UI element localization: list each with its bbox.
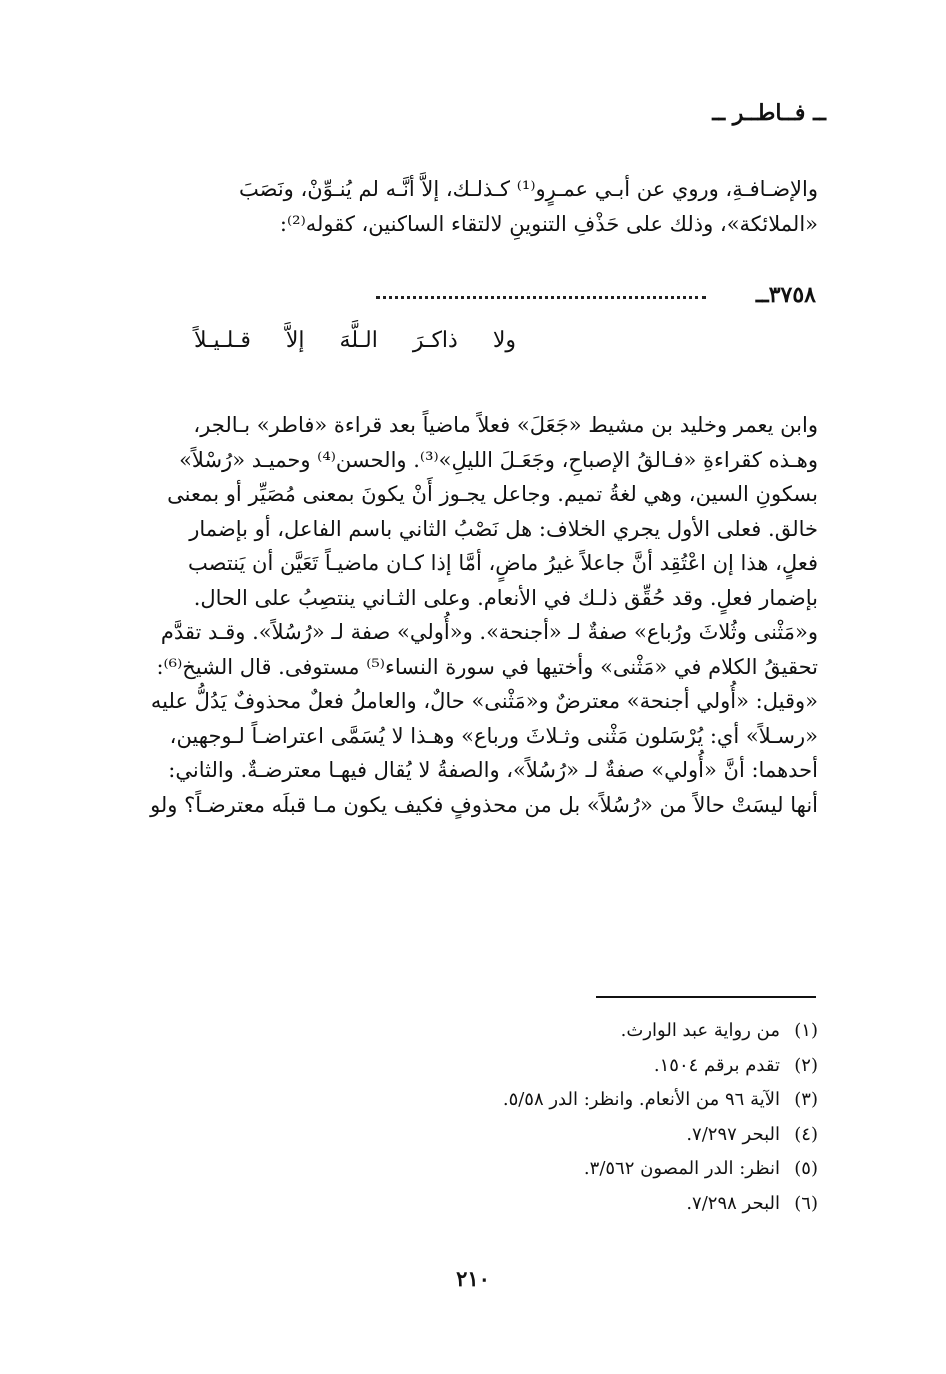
text-line: فعلٍ، هذا إن اعْتُقِد أنَّ جاعلاً غيرُ ماضٍ، أمَّا إذا كـان ماضيـاً تَعَيَّن أن يَنتصب [188,551,818,575]
text-line: «وقيل: «أُولي أجنحة» معترضٌ و«مَثْنى» حالٌ، والعاملُ فعلٌ محذوفٌ يَدُلُّ عليه [150,689,818,713]
footnote-item [318,1118,818,1153]
footnote-number: (٤) [794,1123,818,1145]
verse-number: ٣٧٥٨ــ [755,282,816,308]
footnote-number: (٢) [794,1054,818,1076]
verse-ellipsis-divider [376,292,706,299]
footnote-text: انظر: الدر المصون ٣/٥٦٢. [583,1158,780,1179]
footnote-number: (٣) [794,1089,818,1110]
text-line: أحدهما: أنَّ «أُولي» صفةٌ لـ «رُسُلاً»، والصفةُ لا يُقال فيهـا معترضـةٌ. والثاني: [168,758,818,782]
text-line: وهـذه كقراءةِ «فـالقُ الإصباحِ، وجَعَـلَ الليلِ»⁽³⁾. والحسن⁽⁴⁾ وحميـد «رُسْلاً» [179,447,818,472]
footnote-item [318,1083,818,1118]
footnote-text: من رواية عبد الوارث. [620,1020,780,1041]
paragraph-commentary [128,408,818,822]
footnote-item [318,1152,818,1187]
text-line: «رسـلاً» أي: يُرْسَلون مَثْنى وثـلاثَ ورباع» وهـذا لا يُسَمَّى اعتراضـاً لـوجهين، [169,723,818,748]
footnote-text: الآية ٩٦ من الأنعام. وانظر: الدر ٥/٥٨. [502,1089,780,1110]
text-line: خالق. فعلى الأول يجري الخلاف: هل نَصْبُ الثاني باسم الفاعل، أو بإضمار [189,516,818,541]
footnote-text: البحر ٧/٢٩٨. [686,1192,780,1214]
text-line: تحقيقُ الكلام في «مَثْنى» وأختيها في سورة النساء⁽⁵⁾ مستوفى. قال الشيخ⁽⁶⁾: [156,654,818,679]
footnote-item [318,1049,818,1084]
text-line: بإضمار فعلٍ. وقد حُقِّق ذلـك في الأنعام. وعلى الثـاني ينتصِبُ على الحال. [193,585,818,610]
footnote-text: تقدم برقم ١٥٠٤. [653,1054,780,1076]
verse-line: ولا ذاكـرَ الـلَّهَ إلاَّ قـلـيـلاً [193,328,516,353]
text-line: بسكونِ السين، وهي لغةُ تميم. وجاعل يجـوز أَنْ يكونَ بمعنى مُصَيِّر أو بمعنى [167,482,818,506]
footnote-item [318,1187,818,1222]
text-line: أنها ليسَتْ حالاً من «رُسُلاً» بل من محذوفٍ فكيف يكون مـا قبلَه معترضـاً؟ ولو [150,792,818,817]
paragraph-intro [128,172,818,241]
footnote-divider [596,996,816,998]
footnote-number: (١) [794,1020,818,1041]
page-number: ٢١٠ [456,1266,490,1291]
running-title: ــ فــاطــر ــ [712,100,826,126]
footnote-number: (٥) [794,1158,818,1179]
text-line: و«مَثْنى وثُلاثَ ورُباع» صفةٌ لـ «أجنحة». و«أُولي» صفة لـ «رُسُلاً». وقـد تقدَّم [160,620,818,644]
footnote-item [318,1014,818,1049]
footnote-number: (٦) [794,1192,818,1214]
text-line: «الملائكة»، وذلك على حَذْفِ التنوينِ لالتقاء الساكنين، كقوله⁽²⁾: [279,211,818,236]
text-line: والإضـافـةِ، وروي عن أبـي عمـرٍو⁽¹⁾ كـذلـك، إلاَّ أنَّـه لم يُنـوِّنْ، ونَصَبَ [239,177,818,201]
footnote-text: البحر ٧/٢٩٧. [686,1123,780,1145]
text-line: وابن يعمر وخليد بن مشيط «جَعَلَ» فعلاً ماضياً بعد قراءة «فاطر» بـالجر، [193,413,818,437]
footnotes [318,1014,818,1221]
